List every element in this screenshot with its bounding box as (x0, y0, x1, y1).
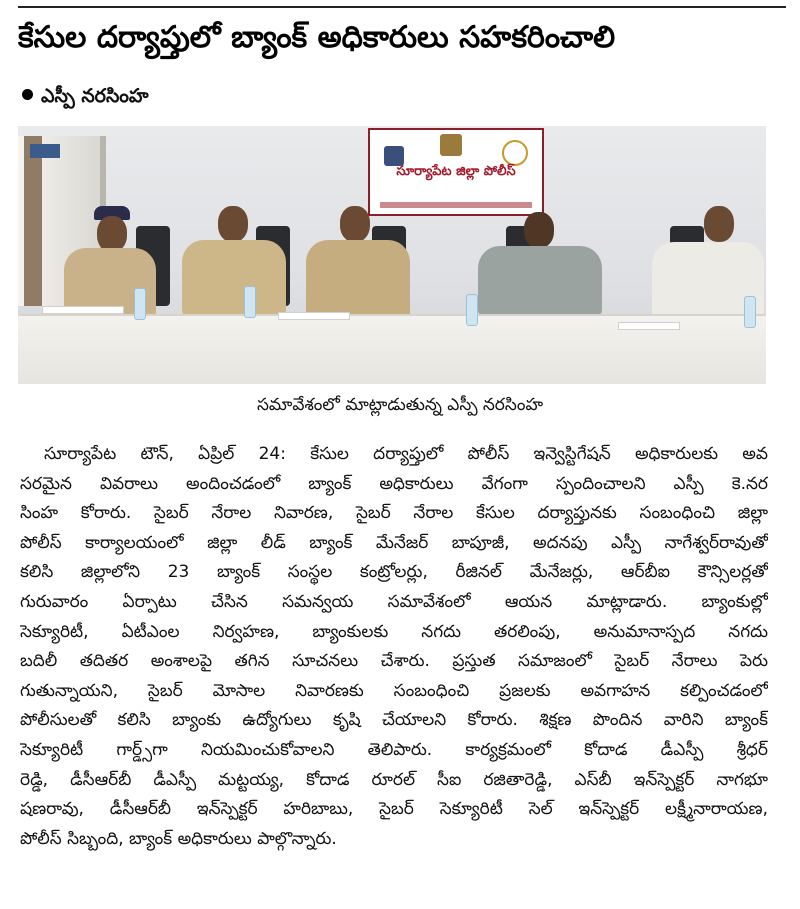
body-line: సింహ కోరారు. సైబర్ నేరాల నివారణ, సైబర్ నేరాల కేసుల దర్యాప్తునకు సంబంధించి జిల్లా (20, 503, 768, 524)
water-bottle (134, 288, 146, 320)
top-rule (18, 6, 786, 8)
papers (42, 306, 124, 314)
body-line: షణరావు, డీసీఆర్‌బీ ఇన్‌స్పెక్టర్ హరిబాబు, సైబర్ సెక్యూరిటీ సెల్ ఇన్‌స్పెక్టర్ లక్ష్మీనారాయణ, (20, 799, 768, 820)
papers (618, 322, 680, 330)
telangana-logo-icon (502, 140, 528, 166)
water-bottle (466, 294, 478, 326)
bullet-icon (22, 89, 33, 100)
body-line: సూర్యాపేట టౌన్, ఏప్రిల్ 24: కేసుల దర్యాప్తులో పోలీస్ ఇన్వెస్టిగేషన్ అధికారులకు అవ (44, 444, 768, 464)
body-line: కలిసి జిల్లాలోని 23 బ్యాంక్ సంస్థల కంట్రోలర్లు, రీజినల్ మేనేజర్లు, ఆర్‌బీఐ కౌన్సిలర్లతో (20, 562, 768, 583)
body-line: పోలీసులతో కలిసి బ్యాంకు ఉద్యోగులు కృషి చేయాలని కోరారు. శిక్షణ పొందిన వారిని బ్యాంక్ (20, 710, 768, 731)
banner-text: సూర్యాపేట జిల్లా పోలీస్ (396, 164, 516, 179)
body-line: రెడ్డి, డీసీఆర్‌బీ డీఎస్పీ మట్టయ్య, కోదాడ రూరల్ సీఐ రజితారెడ్డి, ఎస్‌బీ ఇన్‌స్పెక్టర్ నాగభూ (20, 769, 768, 790)
water-bottle (244, 286, 256, 318)
meeting-photo (18, 126, 766, 384)
police-logo-icon (384, 146, 404, 166)
headline: కేసుల దర్యాప్తులో బ్యాంక్ అధికారులు సహకరించాలి (18, 20, 616, 55)
body-line: గుతున్నాయని, సైబర్ మోసాల నివారణకు సంబంధించి ప్రజలకు అవగాహన కల్పించడంలో (20, 680, 768, 701)
water-bottle (744, 296, 756, 328)
byline-text: ఎస్పీ నరసింహ (41, 85, 149, 107)
state-emblem-icon (440, 134, 462, 156)
body-line: సెక్యూరిటీ గార్డ్స్‌గా నియమించుకోవాలని తెలిపారు. కార్యక్రమంలో కోదాడ డీఎస్పీ శ్రీధర్ (20, 739, 768, 760)
police-banner (368, 128, 544, 216)
papers (278, 312, 350, 320)
curtain (24, 136, 42, 306)
body-line: సెక్యూరిటీ, ఏటీఎంల నిర్వహణ, బ్యాంకులకు నగదు తరలింపు, అనుమానాస్పద నగదు (20, 621, 768, 642)
byline (22, 84, 149, 108)
photo-caption: సమావేశంలో మాట్లాడుతున్న ఎస్పీ నరసింహ (256, 395, 544, 415)
body-line: పోలీస్ కార్యాలయంలో జిల్లా లీడ్ బ్యాంక్ మేనేజర్ బాపూజీ, అదనపు ఎస్పీ నాగేశ్వర్‌రావుతో (20, 532, 768, 553)
body-line: సరమైన వివరాలు అందించడంలో బ్యాంక్ అధికారులు వేగంగా స్పందించాలని ఎస్పీ కె.నర (20, 473, 768, 494)
article-body (20, 440, 768, 854)
body-line: గురువారం ఏర్పాటు చేసిన సమన్వయ సమావేశంలో ఆయన మాట్లాడారు. బ్యాంకుల్లో (20, 591, 768, 612)
door-sign (30, 144, 60, 158)
body-line: బదిలీ తదితర అంశాలపై తగిన సూచనలు చేశారు. ప్రస్తుత సమాజంలో సైబర్ నేరాలు పెరు (20, 651, 768, 672)
body-line: పోలీస్ సిబ్బంది, బ్యాంక్ అధికారులు పాల్గొన్నారు. (20, 828, 337, 849)
banner-subline (380, 202, 532, 208)
